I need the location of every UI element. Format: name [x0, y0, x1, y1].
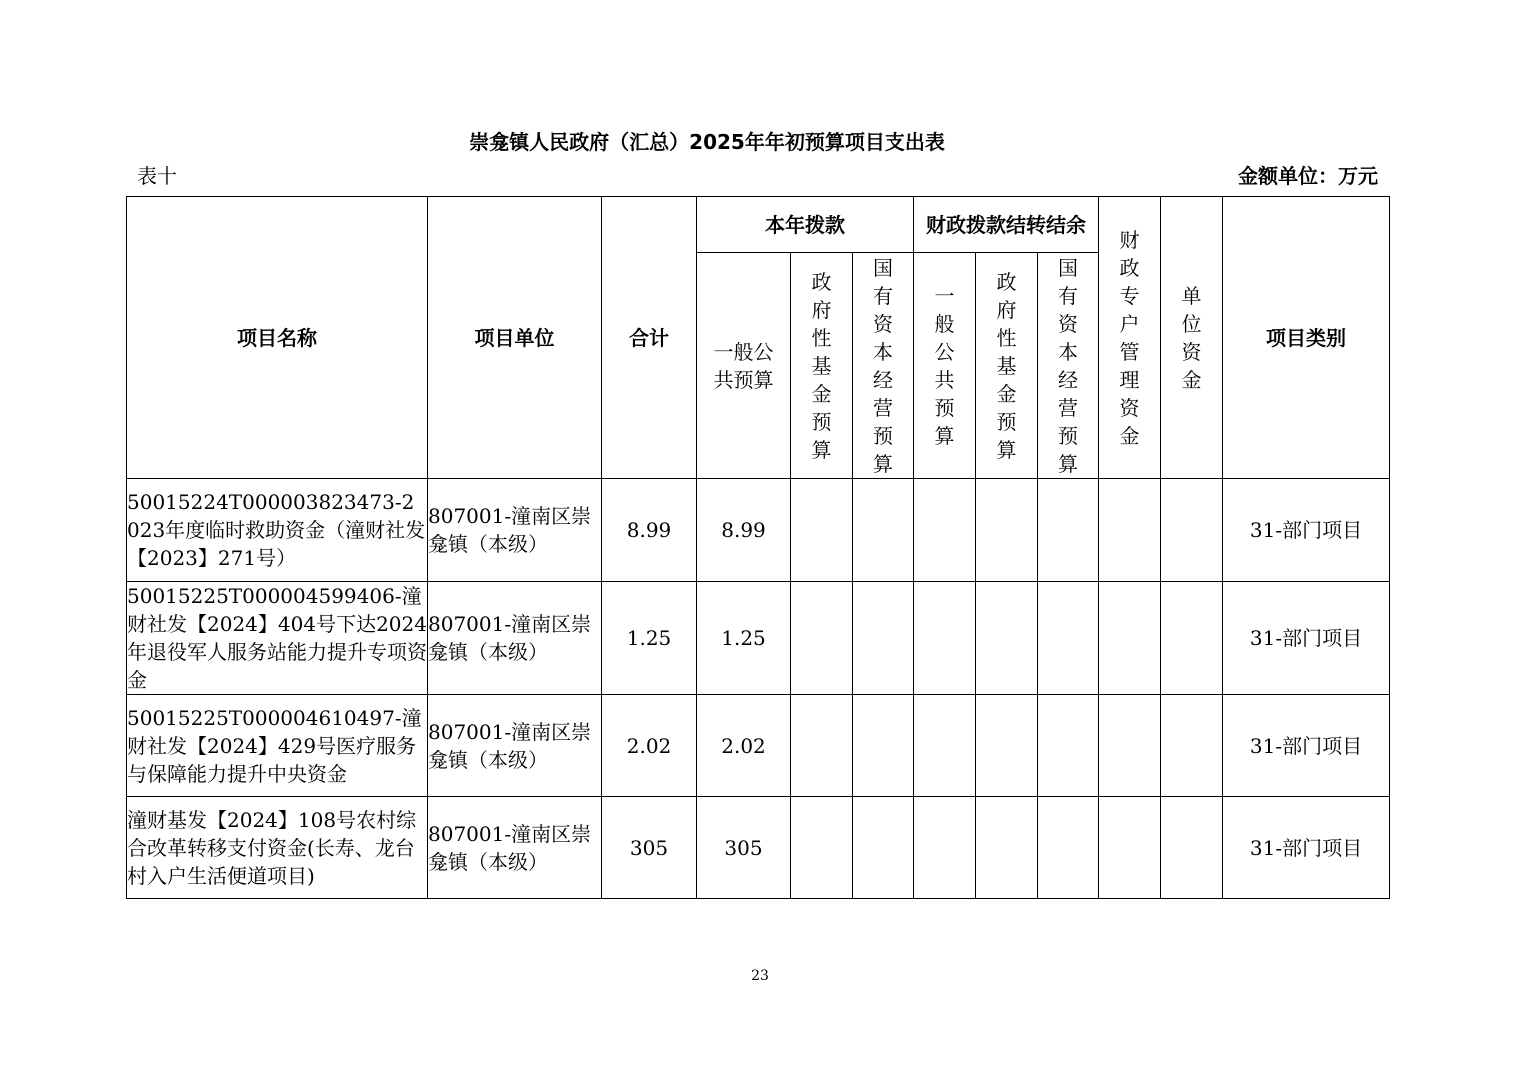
cell-state-capital — [853, 479, 914, 582]
cell-carry-general — [914, 797, 976, 899]
cell-project-name: 50015224T000003823473-2023年度临时救助资金（潼财社发【2023】271号） — [127, 479, 428, 582]
cell-special-account — [1099, 797, 1161, 899]
header-carry-general-text: 一般公共预算 — [934, 283, 955, 448]
header-carry-gov-fund — [976, 253, 1038, 479]
table-row — [127, 582, 1390, 695]
cell-general-budget: 8.99 — [697, 479, 791, 582]
cell-carry-gov-fund — [976, 695, 1038, 797]
table-row — [127, 797, 1390, 899]
cell-special-account — [1099, 479, 1161, 582]
cell-total: 8.99 — [602, 479, 697, 582]
header-state-capital-text: 国有资本经营预算 — [873, 255, 893, 476]
cell-carry-general — [914, 479, 976, 582]
cell-special-account — [1099, 695, 1161, 797]
header-special-account — [1099, 197, 1161, 479]
table-body — [127, 479, 1390, 899]
header-category: 项目类别 — [1223, 197, 1390, 479]
header-total: 合计 — [602, 197, 697, 479]
cell-unit-funds — [1161, 695, 1223, 797]
cell-project-unit: 807001-潼南区崇龛镇（本级） — [428, 695, 602, 797]
header-carry-general — [914, 253, 976, 479]
cell-unit-funds — [1161, 582, 1223, 695]
cell-carry-gov-fund — [976, 797, 1038, 899]
cell-project-unit: 807001-潼南区崇龛镇（本级） — [428, 479, 602, 582]
cell-unit-funds — [1161, 797, 1223, 899]
page-number: 23 — [751, 968, 769, 984]
cell-carry-general — [914, 582, 976, 695]
header-carry-state-capital-text: 国有资本经营预算 — [1058, 255, 1078, 476]
cell-state-capital — [853, 695, 914, 797]
cell-carry-gov-fund — [976, 582, 1038, 695]
header-carry-state-capital — [1038, 253, 1099, 479]
header-unit-funds — [1161, 197, 1223, 479]
cell-project-unit: 807001-潼南区崇龛镇（本级） — [428, 797, 602, 899]
cell-carry-general — [914, 695, 976, 797]
header-project-unit: 项目单位 — [428, 197, 602, 479]
header-special-account-text: 财政专户管理资金 — [1119, 227, 1140, 448]
cell-gov-fund — [791, 797, 853, 899]
cell-category: 31-部门项目 — [1223, 582, 1390, 695]
table-header — [127, 197, 1390, 479]
cell-carry-state-capital — [1038, 479, 1099, 582]
table-number: 表十 — [137, 164, 177, 188]
cell-project-name: 50015225T000004599406-潼财社发【2024】404号下达2024年退役军人服务站能力提升专项资金 — [127, 582, 428, 695]
cell-carry-state-capital — [1038, 695, 1099, 797]
cell-general-budget: 305 — [697, 797, 791, 899]
table-row — [127, 695, 1390, 797]
header-general-budget — [697, 253, 791, 479]
cell-category: 31-部门项目 — [1223, 479, 1390, 582]
header-gov-fund — [791, 253, 853, 479]
amount-unit-label: 金额单位：万元 — [1238, 164, 1378, 188]
cell-gov-fund — [791, 695, 853, 797]
header-carryover-group — [914, 197, 1099, 253]
cell-state-capital — [853, 797, 914, 899]
header-carry-gov-fund-text: 政府性基金预算 — [996, 269, 1017, 462]
cell-category: 31-部门项目 — [1223, 797, 1390, 899]
cell-unit-funds — [1161, 479, 1223, 582]
cell-general-budget: 1.25 — [697, 582, 791, 695]
header-current-year-group: 本年拨款 — [697, 197, 914, 253]
header-general-budget-text: 一般公共预算 — [713, 339, 774, 392]
header-state-capital — [853, 253, 914, 479]
cell-total: 305 — [602, 797, 697, 899]
cell-project-unit: 807001-潼南区崇龛镇（本级） — [428, 582, 602, 695]
cell-special-account — [1099, 582, 1161, 695]
table-row — [127, 479, 1390, 582]
cell-general-budget: 2.02 — [697, 695, 791, 797]
header-gov-fund-text: 政府性基金预算 — [811, 269, 832, 462]
cell-gov-fund — [791, 582, 853, 695]
cell-total: 2.02 — [602, 695, 697, 797]
cell-project-name: 潼财基发【2024】108号农村综合改革转移支付资金(长寿、龙台村入户生活便道项目) — [127, 797, 428, 899]
cell-total: 1.25 — [602, 582, 697, 695]
cell-state-capital — [853, 582, 914, 695]
table-title: 崇龛镇人民政府（汇总）2025年年初预算项目支出表 — [469, 130, 945, 154]
header-unit-funds-text: 单位资金 — [1181, 283, 1202, 392]
header-carryover-group-text: 财政拨款结转结余 — [926, 212, 1086, 237]
cell-carry-gov-fund — [976, 479, 1038, 582]
cell-carry-state-capital — [1038, 797, 1099, 899]
cell-carry-state-capital — [1038, 582, 1099, 695]
budget-table — [126, 196, 1390, 899]
cell-category: 31-部门项目 — [1223, 695, 1390, 797]
header-project-name: 项目名称 — [127, 197, 428, 479]
cell-project-name: 50015225T000004610497-潼财社发【2024】429号医疗服务与保障能力提升中央资金 — [127, 695, 428, 797]
cell-gov-fund — [791, 479, 853, 582]
